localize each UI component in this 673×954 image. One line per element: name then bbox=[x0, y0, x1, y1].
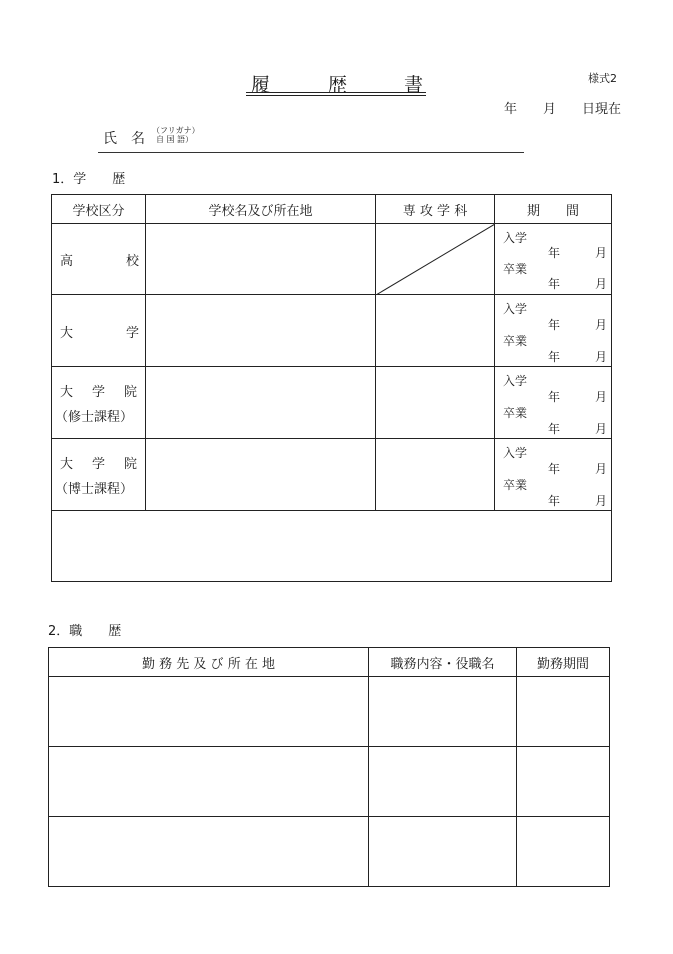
enter-label: 入学 bbox=[503, 302, 528, 316]
graduate-label: 卒業 bbox=[503, 406, 528, 420]
workplace-cell[interactable] bbox=[49, 747, 369, 817]
column-header-workplace: 勤 務 先 及 び 所 在 地 bbox=[49, 648, 369, 677]
period-cell[interactable] bbox=[495, 367, 612, 439]
form-number: 様式2 bbox=[588, 72, 617, 85]
school-name-cell[interactable] bbox=[146, 224, 376, 295]
work-period-cell[interactable] bbox=[517, 747, 610, 817]
name-reading-note bbox=[152, 126, 200, 144]
column-header-school-type: 学校区分 bbox=[52, 195, 146, 224]
graduate-label: 卒業 bbox=[503, 478, 528, 492]
graduate-month-label: 月 bbox=[595, 494, 608, 508]
work-period-cell[interactable] bbox=[517, 817, 610, 887]
date-month-label: 月 bbox=[543, 102, 557, 117]
graduate-year-label: 年 bbox=[548, 422, 561, 436]
school-type-sub: （博士課程） bbox=[55, 482, 134, 497]
title-underline-second bbox=[246, 95, 426, 96]
school-type-char: 学 bbox=[92, 385, 106, 400]
diagonal-strike-line bbox=[376, 224, 495, 295]
workplace-cell[interactable] bbox=[49, 817, 369, 887]
enter-label: 入学 bbox=[503, 374, 528, 388]
school-type-char: 大 bbox=[60, 326, 74, 341]
enter-month-label: 月 bbox=[595, 390, 608, 404]
date-year-label: 年 bbox=[504, 102, 518, 117]
school-type-cell bbox=[52, 439, 146, 511]
table-row bbox=[52, 367, 612, 439]
workplace-cell[interactable] bbox=[49, 677, 369, 747]
duties-cell[interactable] bbox=[369, 677, 517, 747]
school-name-cell[interactable] bbox=[146, 439, 376, 511]
graduate-month-label: 月 bbox=[595, 350, 608, 364]
major-cell[interactable] bbox=[376, 295, 495, 367]
enter-label: 入学 bbox=[503, 231, 528, 245]
school-type-char: 大 bbox=[60, 385, 74, 400]
school-type-char: 院 bbox=[124, 457, 138, 472]
native-language-label: 自 国 語） bbox=[156, 135, 194, 144]
major-cell[interactable] bbox=[376, 439, 495, 511]
school-type-char: 学 bbox=[92, 457, 106, 472]
education-table bbox=[51, 194, 612, 582]
graduate-label: 卒業 bbox=[503, 262, 528, 276]
graduate-month-label: 月 bbox=[595, 277, 608, 291]
column-header-school-name: 学校名及び所在地 bbox=[146, 195, 376, 224]
enter-year-label: 年 bbox=[548, 390, 561, 404]
graduate-year-label: 年 bbox=[548, 277, 561, 291]
school-type-char: 院 bbox=[124, 385, 138, 400]
table-row bbox=[49, 747, 610, 817]
school-type-sub: （修士課程） bbox=[55, 410, 134, 425]
school-type-char: 校 bbox=[126, 254, 140, 269]
school-type-cell bbox=[52, 367, 146, 439]
school-type-cell bbox=[52, 295, 146, 367]
graduate-month-label: 月 bbox=[595, 422, 608, 436]
employment-header-row bbox=[49, 648, 610, 677]
name-label: 氏 名 bbox=[103, 131, 145, 147]
enter-year-label: 年 bbox=[548, 462, 561, 476]
column-header-work-period: 勤務期間 bbox=[517, 648, 610, 677]
education-remarks-row bbox=[52, 511, 612, 582]
school-name-cell[interactable] bbox=[146, 367, 376, 439]
work-period-cell[interactable] bbox=[517, 677, 610, 747]
education-remarks-cell[interactable] bbox=[52, 511, 612, 582]
name-field-line[interactable] bbox=[98, 152, 524, 153]
column-header-major: 専 攻 学 科 bbox=[376, 195, 495, 224]
enter-year-label: 年 bbox=[548, 318, 561, 332]
major-cell-crossed bbox=[376, 224, 495, 295]
table-row bbox=[49, 817, 610, 887]
title-underline bbox=[246, 92, 426, 93]
enter-month-label: 月 bbox=[595, 318, 608, 332]
column-header-period: 期 間 bbox=[495, 195, 612, 224]
furigana-label: （フリガナ） bbox=[152, 126, 200, 135]
period-cell[interactable] bbox=[495, 439, 612, 511]
date-day-label: 日現在 bbox=[582, 102, 622, 117]
enter-year-label: 年 bbox=[548, 246, 561, 260]
title-char-3: 書 bbox=[404, 74, 424, 96]
school-type-char: 大 bbox=[60, 457, 74, 472]
table-row bbox=[52, 439, 612, 511]
duties-cell[interactable] bbox=[369, 747, 517, 817]
employment-table bbox=[48, 647, 610, 887]
education-section-title: 1．学 歴 bbox=[52, 172, 126, 187]
duties-cell[interactable] bbox=[369, 817, 517, 887]
enter-month-label: 月 bbox=[595, 462, 608, 476]
graduate-label: 卒業 bbox=[503, 334, 528, 348]
table-row bbox=[52, 224, 612, 295]
title-char-2: 歴 bbox=[328, 74, 348, 96]
school-type-char: 高 bbox=[60, 254, 74, 269]
enter-month-label: 月 bbox=[595, 246, 608, 260]
employment-section-title: 2．職 歴 bbox=[48, 624, 122, 639]
column-header-duties: 職務内容・役職名 bbox=[369, 648, 517, 677]
document-title bbox=[248, 70, 426, 96]
period-cell[interactable] bbox=[495, 295, 612, 367]
education-header-row bbox=[52, 195, 612, 224]
graduate-year-label: 年 bbox=[548, 350, 561, 364]
table-row bbox=[49, 677, 610, 747]
enter-label: 入学 bbox=[503, 446, 528, 460]
period-cell[interactable] bbox=[495, 224, 612, 295]
graduate-year-label: 年 bbox=[548, 494, 561, 508]
school-type-cell bbox=[52, 224, 146, 295]
major-cell[interactable] bbox=[376, 367, 495, 439]
table-row bbox=[52, 295, 612, 367]
school-type-char: 学 bbox=[126, 326, 140, 341]
title-char-1: 履 bbox=[251, 74, 271, 96]
school-name-cell[interactable] bbox=[146, 295, 376, 367]
